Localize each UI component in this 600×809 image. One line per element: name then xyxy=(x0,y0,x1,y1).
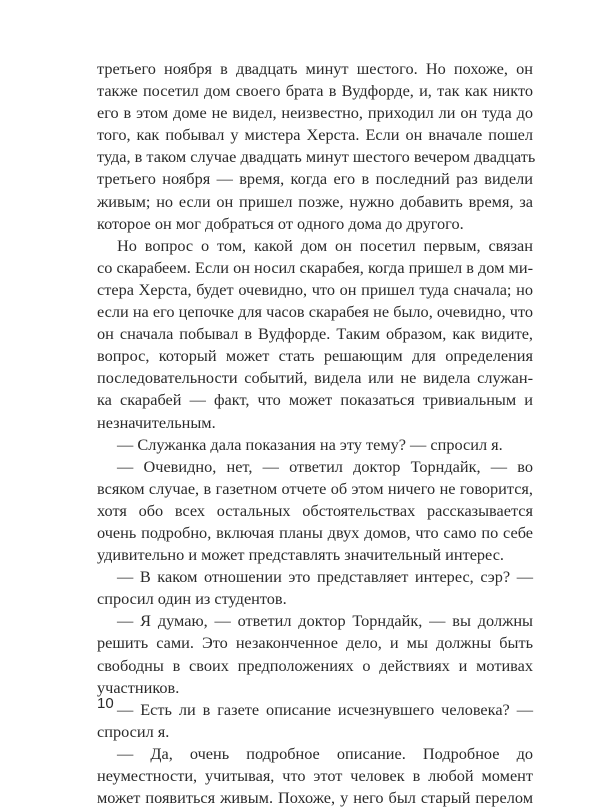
text-line: живым; но если он пришел позже, нужно добавить время, за xyxy=(97,191,533,211)
text-line: он сначала побывал в Вудфорде. Таким образом, как видите, xyxy=(97,324,533,344)
text-line: третьего ноября — время, когда его в последний раз видели xyxy=(97,169,533,189)
text-line: туда, в таком случае двадцать минут шестого вечером двадцать xyxy=(97,147,536,167)
text-line: — Есть ли в газете описание исчезнувшего человека? — xyxy=(117,699,533,719)
text-line: спросил я. xyxy=(97,721,170,741)
text-line: Но вопрос о том, какой дом он посетил первым, связан xyxy=(117,235,533,255)
text-line: — В каком отношении это представляет интерес, сэр? — xyxy=(117,567,533,587)
text-line: третьего ноября в двадцать минут шестого. Но похоже, он xyxy=(97,59,533,78)
text-line: участников. xyxy=(97,677,180,697)
text-line: — Да, очень подробное описание. Подробное до xyxy=(117,743,533,763)
text-line: вопрос, который может стать решающим для определения xyxy=(97,346,533,366)
page-number: 10 xyxy=(97,695,114,712)
text-line: всяком случае, в газетном отчете об этом ничего не говорится, xyxy=(97,478,533,498)
body-text xyxy=(97,58,536,809)
text-line: которое он мог добраться от одного дома до другого. xyxy=(97,213,464,233)
text-line: спросил один из студентов. xyxy=(97,589,287,609)
text-line: — Я думаю, — ответил доктор Торндайк, — вы должны xyxy=(117,611,533,631)
text-line: если на его цепочке для часов скарабея не было, очевидно, что xyxy=(97,302,533,322)
text-line: — Очевидно, нет, — ответил доктор Торндайк, — во xyxy=(117,456,533,476)
text-line: того, как побывал у мистера Херста. Если он вначале пошел xyxy=(97,125,533,145)
text-line: — Служанка дала показания на эту тему? — спросил я. xyxy=(117,434,503,454)
text-line: решить сами. Это незаконченное дело, и мы должны быть xyxy=(97,633,533,653)
text-line: со скарабеем. Если он носил скарабея, когда пришел в дом ми- xyxy=(97,257,533,277)
text-line: стера Херста, будет очевидно, что он пришел туда сначала; но xyxy=(97,279,533,299)
text-line: может появиться живым. Похоже, у него был старый перелом xyxy=(97,788,533,808)
text-line: последовательности событий, видела или не видела служан- xyxy=(97,368,533,388)
text-line: его в этом доме не видел, неизвестно, приходил ли он туда до xyxy=(97,103,533,123)
text-line: свободны в своих предположениях о действиях и мотивах xyxy=(97,655,533,675)
text-line: хотя обо всех остальных обстоятельствах рассказывается xyxy=(97,500,533,520)
text-line: очень подробно, включая планы двух домов, что само по себе xyxy=(97,522,533,542)
text-line: ка скарабей — факт, что может показаться тривиальным и xyxy=(97,390,533,410)
text-line: удивительно и может представлять значительный интерес. xyxy=(97,545,504,565)
text-line: незначительным. xyxy=(97,412,216,432)
text-line: неуместности, учитывая, что этот человек в любой момент xyxy=(97,766,533,785)
text-line: также посетил дом своего брата в Вудфорде, и, так как никто xyxy=(97,81,533,101)
